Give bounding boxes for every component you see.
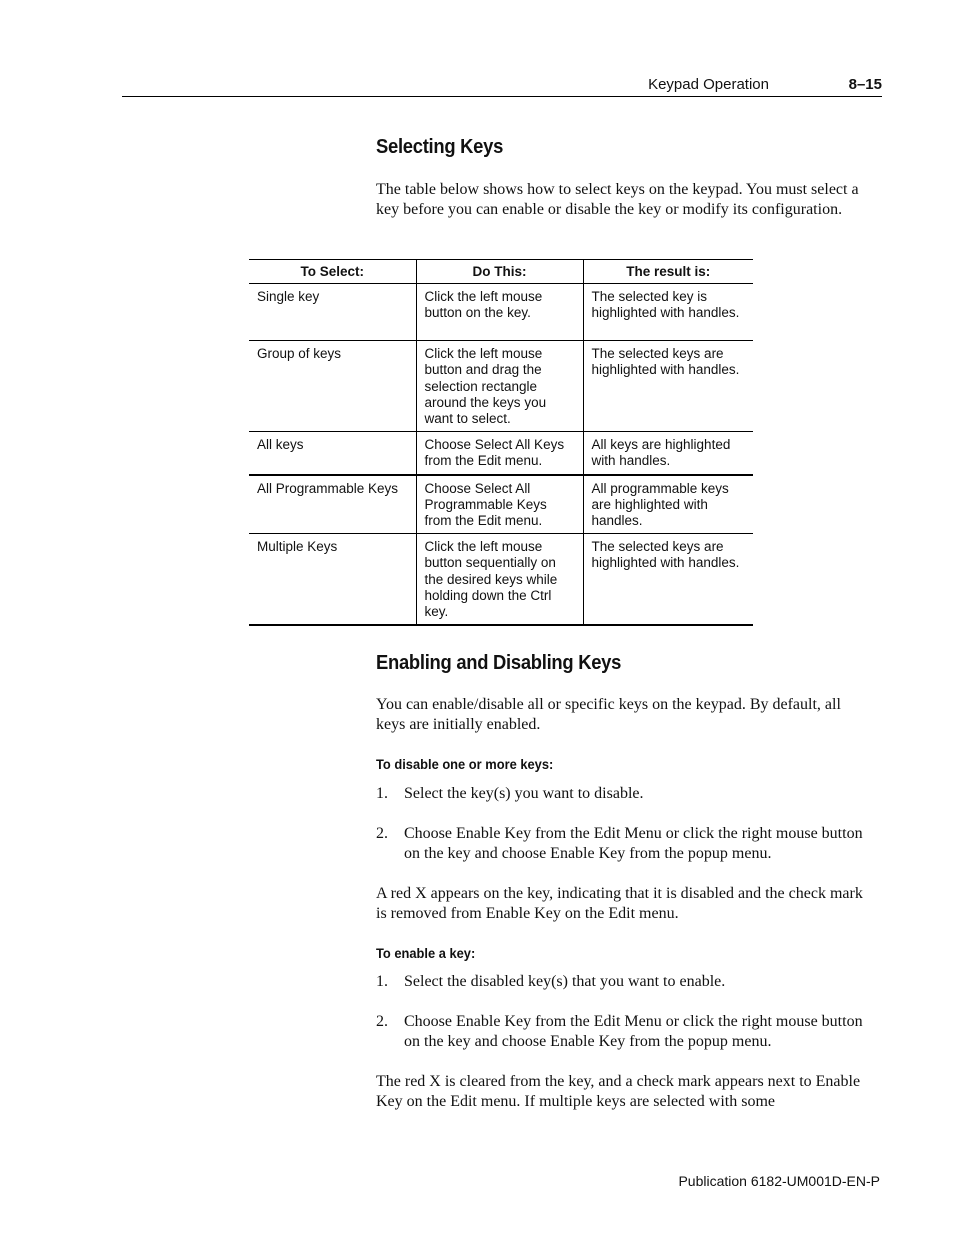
table-cell: The selected keys are highlighted with handles. xyxy=(583,341,753,432)
table-header-cell: Do This: xyxy=(416,260,583,284)
enabling-keys-intro xyxy=(376,695,866,735)
selecting-intro-text: The table below shows how to select keys on the keypad. You must select a key before you can enable or disable the key or modify its configuration. xyxy=(376,181,859,218)
table-cell: All Programmable Keys xyxy=(249,475,416,534)
list-item-number: 1. xyxy=(376,973,388,990)
table-cell: Click the left mouse button and drag the selection rectangle around the keys you want to select. xyxy=(416,341,583,432)
table-header-cell: To Select: xyxy=(249,260,416,284)
selecting-keys-table xyxy=(249,259,753,626)
page-header xyxy=(122,76,882,97)
table-cell: The selected keys are highlighted with handles. xyxy=(583,534,753,626)
list-item xyxy=(376,972,866,992)
list-item-text: Select the key(s) you want to disable. xyxy=(404,785,644,802)
table-cell: The selected key is highlighted with handles. xyxy=(583,284,753,341)
selecting-keys-heading: Selecting Keys xyxy=(376,136,504,158)
enable-result-paragraph xyxy=(376,1072,866,1112)
list-item xyxy=(376,1012,866,1052)
table-header-cell: The result is: xyxy=(583,260,753,284)
list-item-text: Choose Enable Key from the Edit Menu or click the right mouse button on the key and choose Enable Key from the popup menu. xyxy=(404,1013,863,1050)
table-row xyxy=(249,432,753,475)
list-item xyxy=(376,824,866,864)
table-cell: Choose Select All Keys from the Edit menu. xyxy=(416,432,583,475)
list-item xyxy=(376,784,866,804)
disable-keys-subheading: To disable one or more keys: xyxy=(376,756,554,772)
table-cell: Choose Select All Programmable Keys from the Edit menu. xyxy=(416,475,583,534)
disable-result-paragraph xyxy=(376,884,866,924)
table-row xyxy=(249,341,753,432)
table-row xyxy=(249,475,753,534)
enabling-intro-text: You can enable/disable all or specific keys on the keypad. By default, all keys are initially enabled. xyxy=(376,696,841,733)
selecting-keys-intro xyxy=(376,180,866,220)
table-cell: Multiple Keys xyxy=(249,534,416,626)
list-item-text: Choose Enable Key from the Edit Menu or click the right mouse button on the key and choose Enable Key from the popup menu. xyxy=(404,825,863,862)
page-footer xyxy=(678,1173,880,1189)
enable-key-subheading: To enable a key: xyxy=(376,945,476,961)
list-item-number: 2. xyxy=(376,1013,388,1030)
header-section-title: Keypad Operation xyxy=(648,76,769,93)
list-item-text: Select the disabled key(s) that you want to enable. xyxy=(404,973,726,990)
publication-number: Publication 6182-UM001D-EN-P xyxy=(678,1173,880,1189)
header-page-number: 8–15 xyxy=(848,76,882,93)
disable-result-text: A red X appears on the key, indicating that it is disabled and the check mark is removed from Enable Key on the Edit menu. xyxy=(376,885,863,922)
enabling-keys-heading: Enabling and Disabling Keys xyxy=(376,652,622,674)
table-cell: Group of keys xyxy=(249,341,416,432)
table-header-row xyxy=(249,260,753,284)
table-row xyxy=(249,284,753,341)
list-item-number: 2. xyxy=(376,825,388,842)
list-item-number: 1. xyxy=(376,785,388,802)
enable-result-text: The red X is cleared from the key, and a check mark appears next to Enable Key on the Edit menu. If multiple keys are selected with some xyxy=(376,1073,861,1110)
table-cell: Click the left mouse button on the key. xyxy=(416,284,583,341)
table-cell: Single key xyxy=(249,284,416,341)
table-cell: Click the left mouse button sequentially on the desired keys while holding down the Ctrl key. xyxy=(416,534,583,626)
table-cell: All keys are highlighted with handles. xyxy=(583,432,753,475)
table-cell: All programmable keys are highlighted with handles. xyxy=(583,475,753,534)
table-cell: All keys xyxy=(249,432,416,475)
table-row xyxy=(249,534,753,626)
